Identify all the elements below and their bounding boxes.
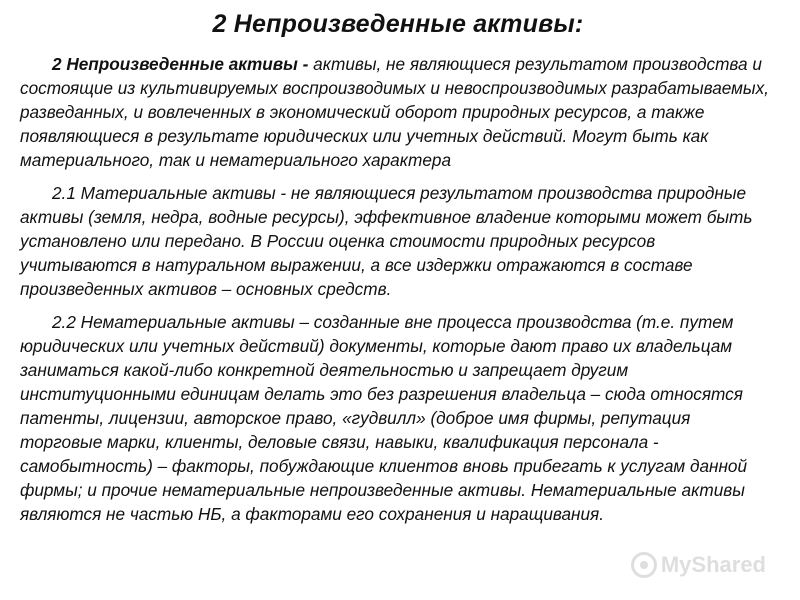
term-non-produced-assets: 2 Непроизведенные активы -: [52, 54, 314, 74]
paragraph-tangible-assets: 2.1 Материальные активы - не являющиеся результатом производства природные активы (земля, недра, водные ресурсы), эффективное владение которыми может быть установлено или передано. В России оценка стоимости природных ресурсов учитываются в натуральном выражении, а все издержки отражаются в составе произведенных активов – основных средств.: [20, 183, 753, 299]
watermark: [631, 552, 766, 578]
watermark-text: MyShared: [660, 552, 766, 577]
slide-title: 2 Непроизведенные активы:: [212, 10, 584, 38]
myshared-logo-icon: [631, 552, 657, 578]
paragraph-intangible-assets: 2.2 Нематериальные активы – созданные вне процесса производства (т.е. путем юридических или учетных действий) документы, которые дают право их владельцам заниматься какой-либо конкретной деятельностью и запрещает другим институционными единицам делать это без разрешения владельца – сюда относятся патенты, лицензии, авторское право, «гудвилл» (доброе имя фирмы, репутация торговые марки, клиенты, деловые связи, навыки, квалификация персонала - самобытность) – факторы, побуждающие клиентов вновь прибегать к услугам данной фирмы; и прочие нематериальные непроизведенные активы. Нематериальные активы являются не частью НБ, а факторами его сохранения и наращивания.: [20, 312, 748, 524]
paragraph-text: активы, не являющиеся результатом производства и состоящие из культивируемых воспроизводимых и невоспроизводимых разрабатываемых, разведанных, и вовлеченных в экономический оборот природных ресурсов, а также появляющиеся в результате юридических или учетных действий. Могут быть как материального, так и нематериального характера: [20, 54, 769, 170]
paragraph-non-produced-assets: [20, 52, 776, 172]
